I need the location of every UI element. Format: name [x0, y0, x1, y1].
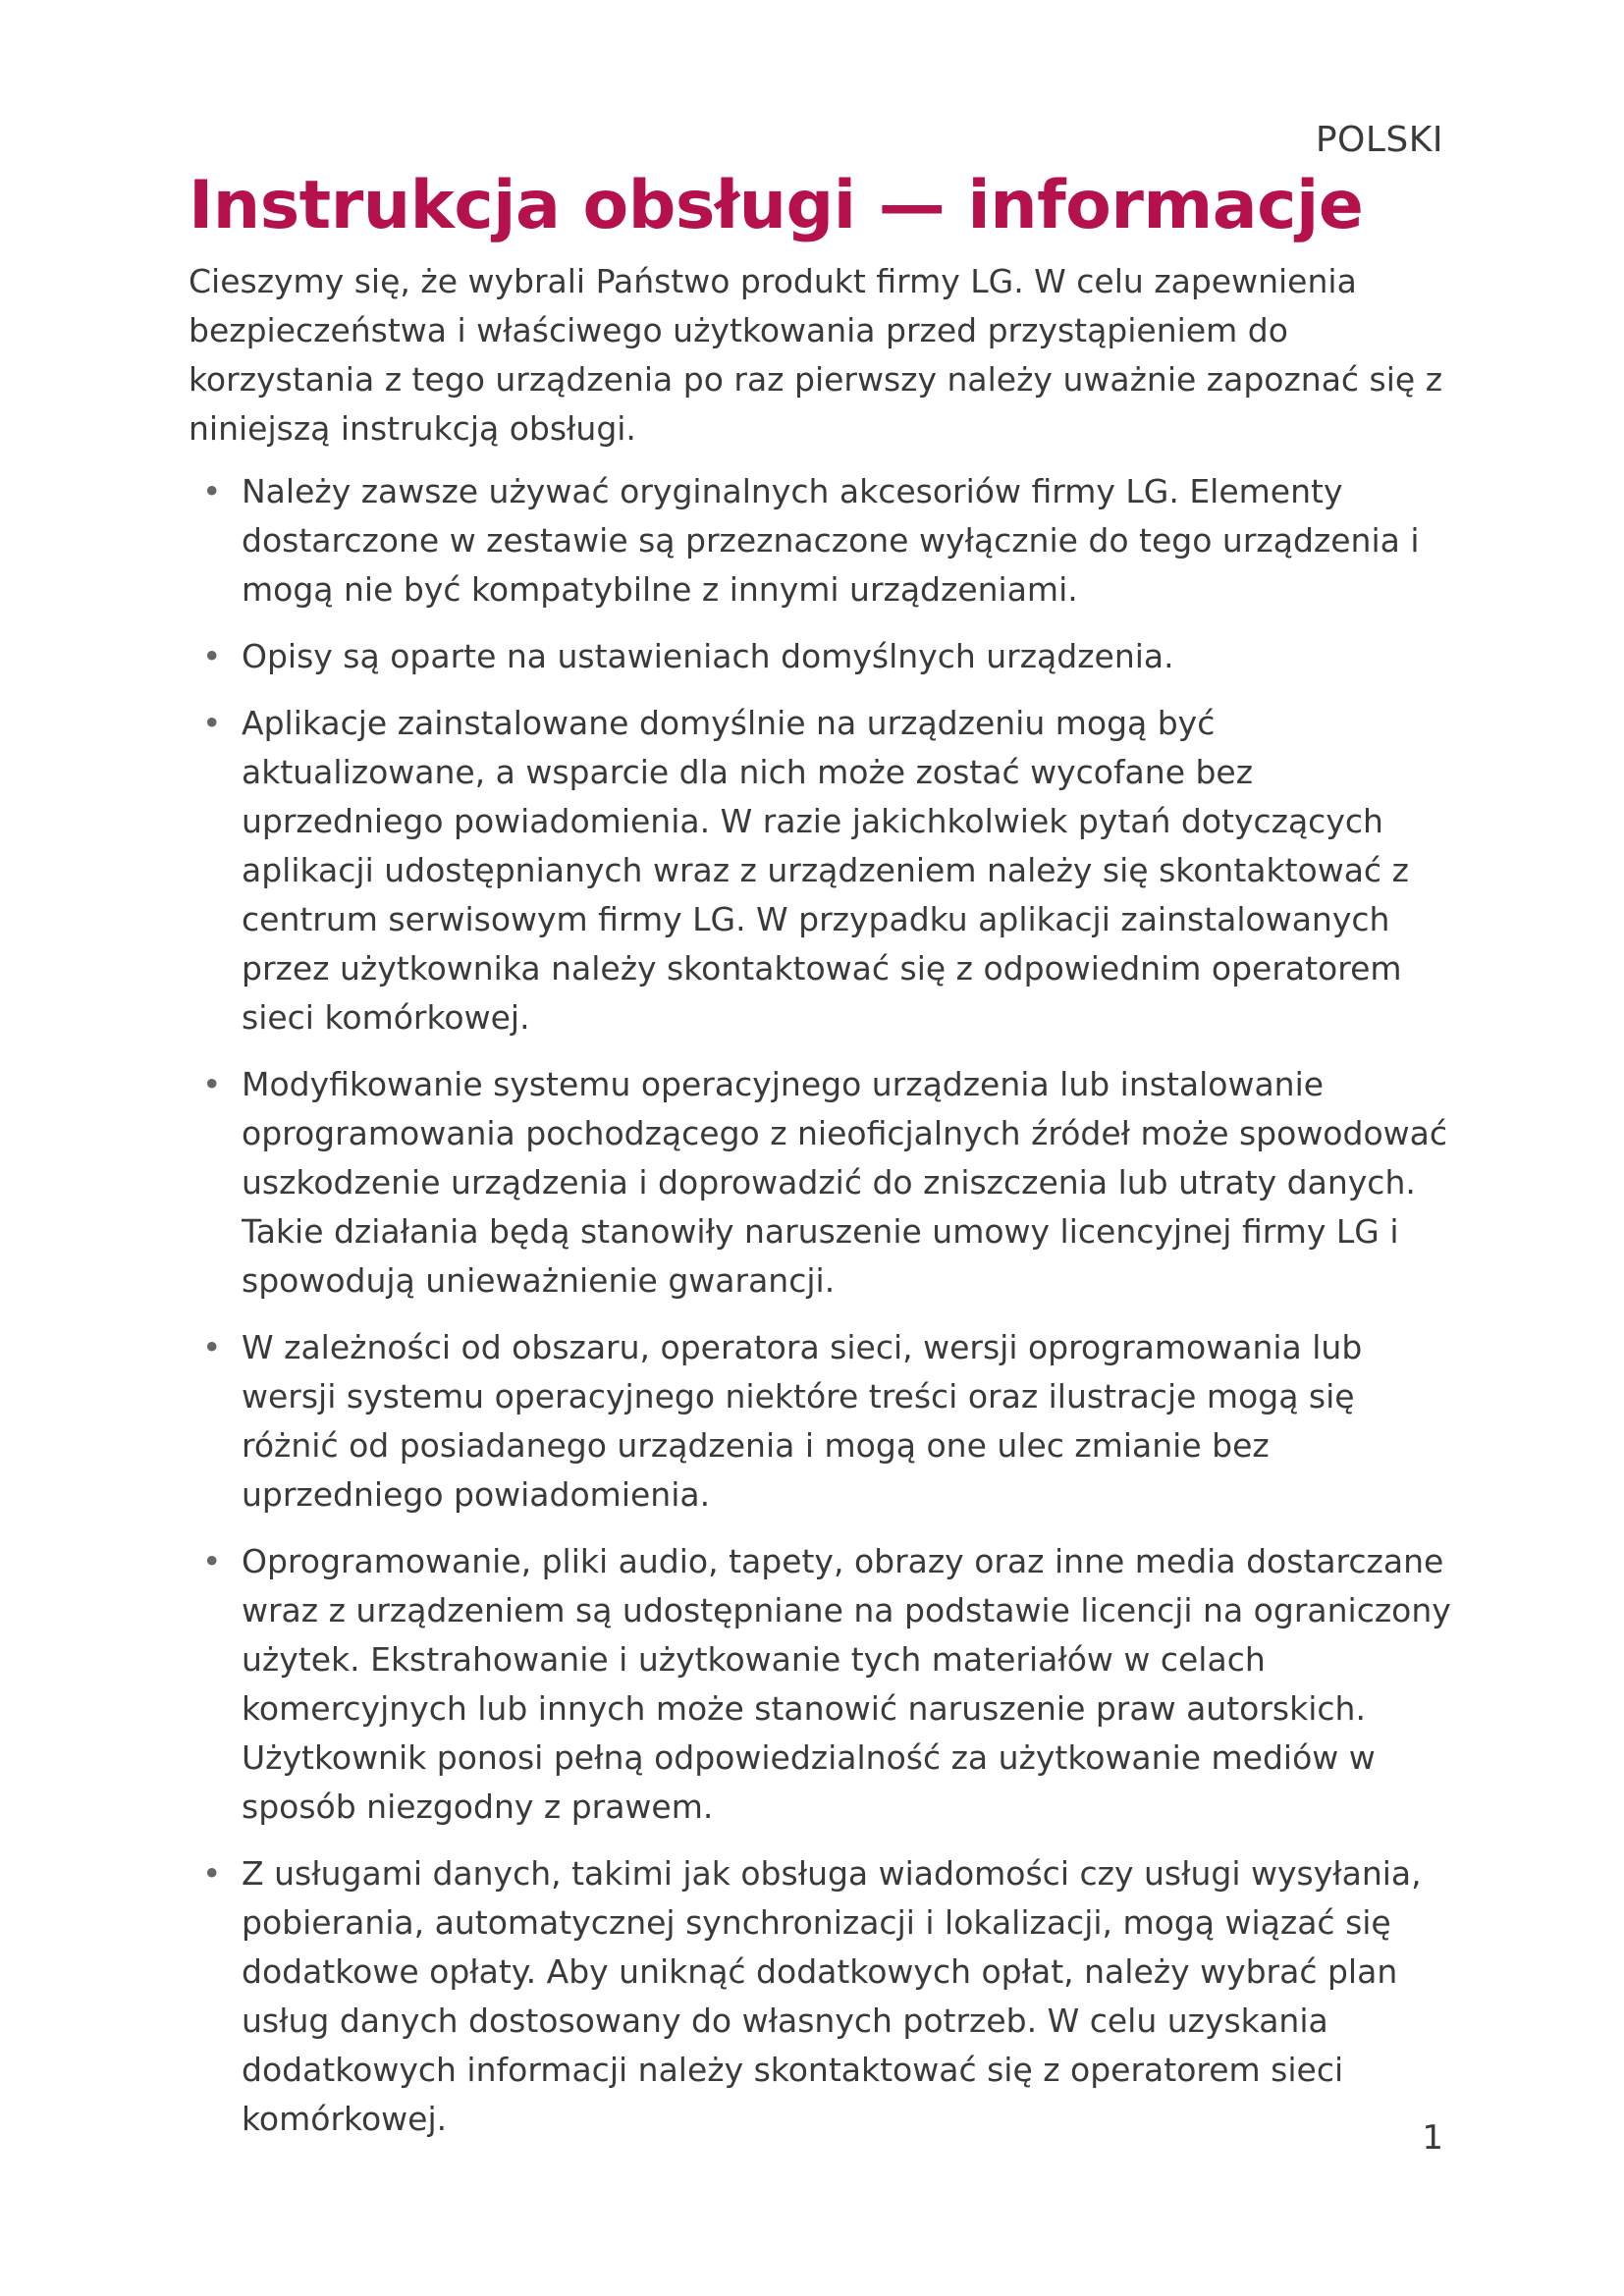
bullet-text: W zależności od obszaru, operatora sieci, wersji oprogramowania lub wersji systemu operacyjnego niektóre treści oraz ilustracje mogą się różnić od posiadanego urządzenia i mogą one ulec zmianie bez uprzedniego powiadomienia.: [242, 1328, 1363, 1514]
bullet-icon: •: [202, 1065, 222, 1103]
bullet-list: [189, 467, 1455, 2144]
bullet-icon: •: [202, 1542, 222, 1580]
bullet-item: [189, 1060, 1455, 1306]
bullet-icon: •: [202, 1854, 222, 1893]
bullet-item: [189, 1323, 1455, 1520]
bullet-item: [189, 1537, 1455, 1832]
document-body: [189, 257, 1455, 2162]
bullet-text: Opisy są oparte na ustawieniach domyślnych urządzenia.: [242, 637, 1174, 675]
page-number: 1: [1422, 2118, 1443, 2158]
bullet-item: [189, 1849, 1455, 2144]
bullet-icon: •: [202, 1328, 222, 1366]
bullet-item: [189, 632, 1455, 681]
bullet-icon: •: [202, 704, 222, 742]
bullet-icon: •: [202, 472, 222, 510]
bullet-text: Z usługami danych, takimi jak obsługa wiadomości czy usługi wysyłania, pobierania, automatycznej synchronizacji i lokalizacji, mogą wiązać się dodatkowe opłaty. Aby uniknąć dodatkowych opłat, należy wybrać plan usług danych dostosowany do własnych potrzeb. W celu uzyskania dodatkowych informacji należy skontaktować się z operatorem sieci komórkowej.: [242, 1854, 1422, 2138]
bullet-text: Modyfikowanie systemu operacyjnego urządzenia lub instalowanie oprogramowania pochodzącego z nieoficjalnych źródeł może spowodować uszkodzenie urządzenia i doprowadzić do zniszczenia lub utraty danych. Takie działania będą stanowiły naruszenie umowy licencyjnej firmy LG i spowodują unieważnienie gwarancji.: [242, 1065, 1447, 1300]
bullet-text: Oprogramowanie, pliki audio, tapety, obrazy oraz inne media dostarczane wraz z urządzeniem są udostępniane na podstawie licencji na ograniczony użytek. Ekstrahowanie i użytkowanie tych materiałów w celach komercyjnych lub innych może stanowić naruszenie praw autorskich. Użytkownik ponosi pełną odpowiedzialność za użytkowanie mediów w sposób niezgodny z prawem.: [242, 1542, 1451, 1826]
language-label: POLSKI: [1315, 120, 1443, 160]
bullet-item: [189, 467, 1455, 614]
bullet-text: Aplikacje zainstalowane domyślnie na urządzeniu mogą być aktualizowane, a wsparcie dla nich może zostać wycofane bez uprzedniego powiadomienia. W razie jakichkolwiek pytań dotyczących aplikacji udostępnianych wraz z urządzeniem należy się skontaktować z centrum serwisowym firmy LG. W przypadku aplikacji zainstalowanych przez użytkownika należy skontaktować się z odpowiednim operatorem sieci komórkowej.: [242, 704, 1409, 1037]
page-title: Instrukcja obsługi — informacje: [189, 167, 1364, 244]
bullet-icon: •: [202, 637, 222, 675]
bullet-text: Należy zawsze używać oryginalnych akcesoriów firmy LG. Elementy dostarczone w zestawie są przeznaczone wyłącznie do tego urządzenia i mogą nie być kompatybilne z innymi urządzeniami.: [242, 472, 1420, 609]
bullet-item: [189, 699, 1455, 1042]
intro-paragraph: Cieszymy się, że wybrali Państwo produkt firmy LG. W celu zapewnienia bezpieczeństwa i właściwego użytkowania przed przystąpieniem do korzystania z tego urządzenia po raz pierwszy należy uważnie zapoznać się z niniejszą instrukcją obsługi.: [189, 262, 1443, 448]
